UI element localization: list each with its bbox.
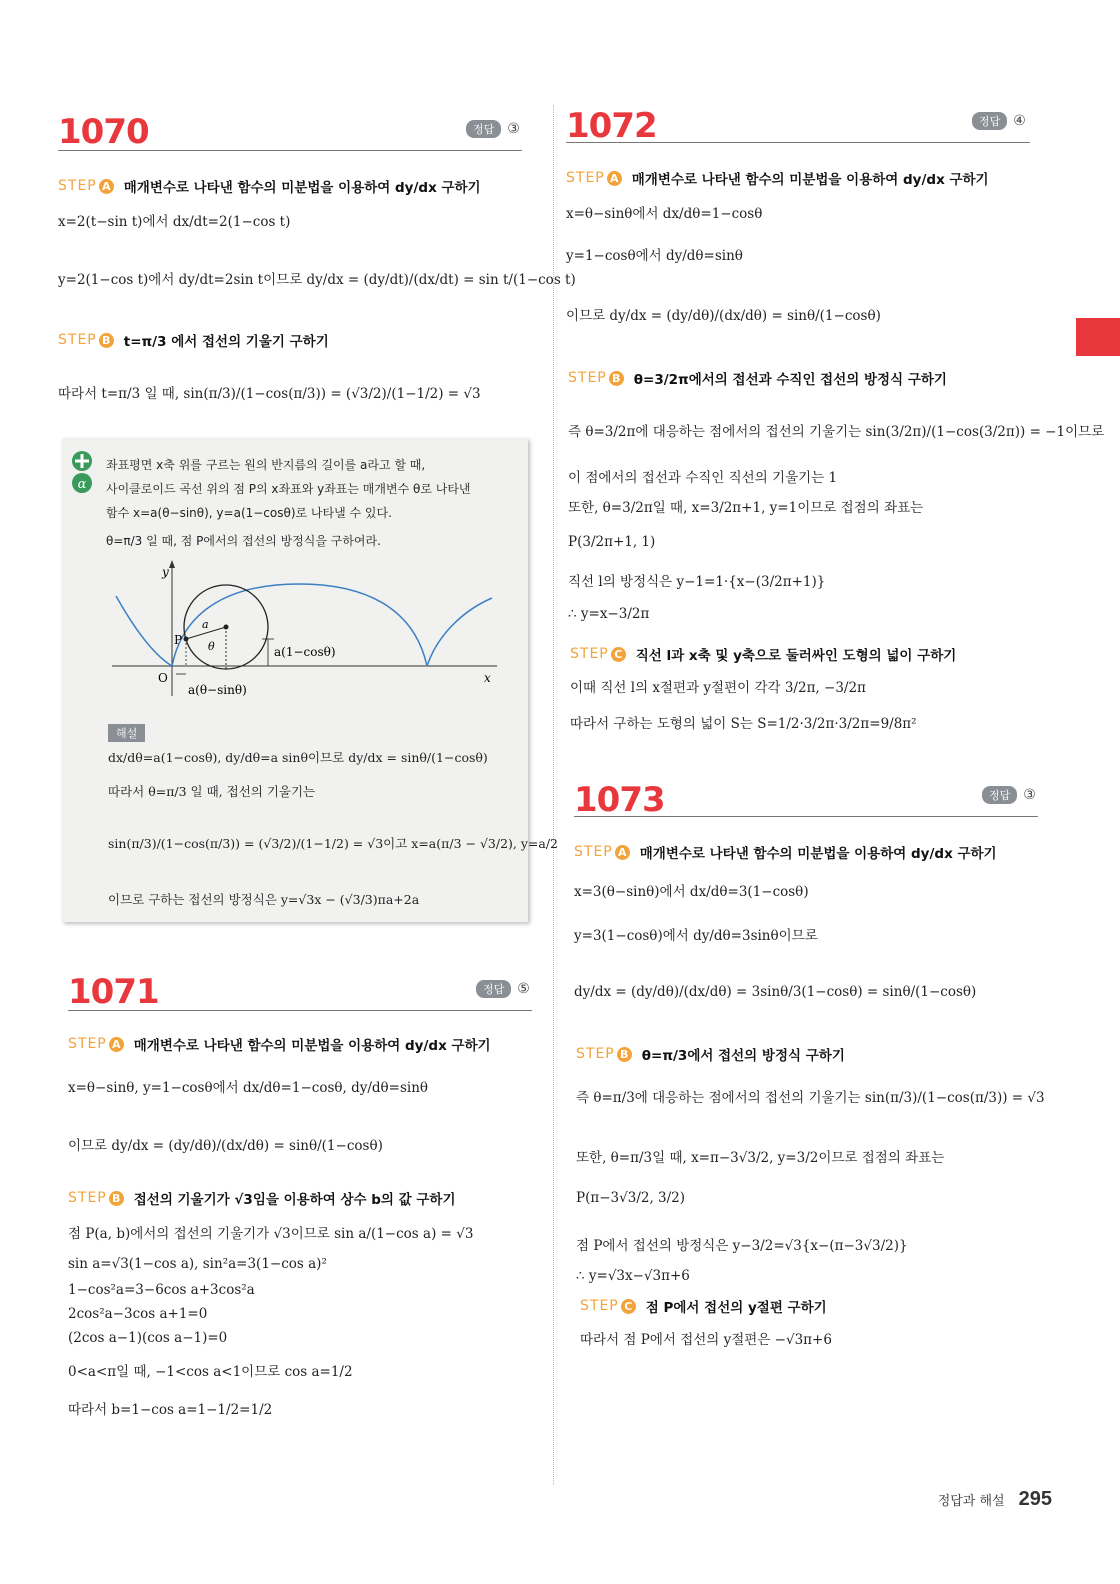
step-b-heading <box>568 368 947 388</box>
box-equation: sin(π/3)/(1−cos(π/3)) = (√3/2)/(1−1/2) = √3이고 x=a(π/3 − √3/2), y=a/2 <box>108 836 558 851</box>
step-title: 직선 l과 x축 및 y축으로 둘러싸인 도형의 넓이 구하기 <box>635 648 957 664</box>
step-letter: A <box>607 171 622 186</box>
step-title: 매개변수로 나타낸 함수의 미분법을 이용하여 dy/dx 구하기 <box>631 172 989 188</box>
step-letter: C <box>621 1299 636 1314</box>
step-label: STEP <box>574 844 613 860</box>
step-letter: B <box>109 1191 124 1206</box>
step-title: 매개변수로 나타낸 함수의 미분법을 이용하여 dy/dx 구하기 <box>639 846 997 862</box>
step-letter: A <box>99 179 114 194</box>
step-a-heading <box>58 176 481 196</box>
answer-tag: 정답 <box>972 112 1007 130</box>
step-c-heading <box>570 644 956 664</box>
equation-line: 이때 직선 l의 x절편과 y절편이 각각 3/2π, −3/2π <box>570 680 866 696</box>
equation-line: 또한, θ=π/3일 때, x=π−3√3/2, y=3/2이므로 접점의 좌표는 <box>576 1150 945 1166</box>
answer-badge <box>982 786 1036 804</box>
equation-line: dy/dx = (dy/dθ)/(dx/dθ) = 3sinθ/3(1−cosθ) = sinθ/(1−cosθ) <box>574 984 977 1000</box>
column-divider <box>553 105 554 1485</box>
origin-label: O <box>158 671 168 685</box>
step-label: STEP <box>58 178 97 194</box>
point-p-label: P <box>174 633 183 647</box>
step-b-heading <box>68 1188 456 1208</box>
equation-line: 이 점에서의 접선과 수직인 직선의 기울기는 1 <box>568 470 838 486</box>
equation-line: x=3(θ−sinθ)에서 dx/dθ=3(1−cosθ) <box>574 884 809 900</box>
radius-label: a <box>202 618 209 631</box>
equation-line: 0<a<π일 때, −1<cos a<1이므로 cos a=1/2 <box>68 1364 353 1380</box>
step-title: 접선의 기울기가 √3임을 이용하여 상수 b의 값 구하기 <box>133 1192 456 1208</box>
chapter-side-tab <box>1076 318 1120 356</box>
equation-line: 점 P에서 접선의 방정식은 y−3/2=√3{x−(π−3√3/2)} <box>576 1238 908 1254</box>
extra-concept-box <box>62 438 558 922</box>
step-title: θ=π/3에서 접선의 방정식 구하기 <box>641 1048 845 1064</box>
page-number: 295 <box>1018 1488 1052 1510</box>
equation-line: 즉 θ=3/2π에 대응하는 점에서의 접선의 기울기는 sin(3/2π)/(1−cos(3/2π)) = −1이므로 <box>568 424 1105 440</box>
step-letter: B <box>617 1047 632 1062</box>
step-b-heading <box>58 330 329 350</box>
step-title: 점 P에서 접선의 y절편 구하기 <box>645 1300 827 1316</box>
answer-badge <box>476 980 530 998</box>
answer-badge <box>466 120 520 138</box>
equation-line: 이므로 dy/dx = (dy/dθ)/(dx/dθ) = sinθ/(1−cosθ) <box>68 1138 383 1154</box>
problem-number: 1073 <box>574 780 665 820</box>
answer-badge <box>972 112 1026 130</box>
step-label: STEP <box>566 170 605 186</box>
step-label: STEP <box>580 1298 619 1314</box>
step-letter: B <box>609 371 624 386</box>
step-title: 매개변수로 나타낸 함수의 미분법을 이용하여 dy/dx 구하기 <box>133 1038 491 1054</box>
equation-line: 또한, θ=3/2π일 때, x=3/2π+1, y=1이므로 접점의 좌표는 <box>568 500 924 516</box>
box-text: 좌표평면 x축 위를 구르는 원의 반지름의 길이를 a라고 할 때, <box>106 458 426 472</box>
equation-line: y=3(1−cosθ)에서 dy/dθ=3sinθ이므로 <box>574 928 818 944</box>
box-equation: 따라서 θ=π/3 일 때, 접선의 기울기는 <box>108 784 316 799</box>
answer-value: ③ <box>507 121 520 137</box>
step-a-heading <box>68 1034 491 1054</box>
step-letter: A <box>109 1037 124 1052</box>
box-equation: 이므로 구하는 접선의 방정식은 y=√3x − (√3/3)πa+2a <box>108 892 420 907</box>
answer-tag: 정답 <box>466 120 501 138</box>
equation-line: ∴ y=x−3/2π <box>568 606 650 622</box>
answer-tag: 정답 <box>476 980 511 998</box>
divider-line <box>68 1010 532 1011</box>
divider-line <box>574 816 1038 817</box>
equation-line: 따라서 구하는 도형의 넓이 S는 S=1/2·3/2π·3/2π=9/8π² <box>570 716 917 732</box>
equation-line: 즉 θ=π/3에 대응하는 점에서의 접선의 기울기는 sin(π/3)/(1−cos(π/3)) = √3 <box>576 1090 1045 1106</box>
page-footer <box>938 1488 1052 1511</box>
step-title: 매개변수로 나타낸 함수의 미분법을 이용하여 dy/dx 구하기 <box>123 180 481 196</box>
y-axis-label: y <box>162 565 169 579</box>
equation-line: 점 P(a, b)에서의 접선의 기울기가 √3이므로 sin a/(1−cos a) = √3 <box>68 1226 474 1242</box>
equation-line: sin a=√3(1−cos a), sin²a=3(1−cos a)² <box>68 1256 327 1272</box>
step-label: STEP <box>68 1036 107 1052</box>
step-letter: A <box>615 845 630 860</box>
equation-line: 2cos²a−3cos a+1=0 <box>68 1306 208 1322</box>
equation-line: 이므로 dy/dx = (dy/dθ)/(dx/dθ) = sinθ/(1−cosθ) <box>566 308 881 324</box>
step-title: θ=3/2π에서의 접선과 수직인 접선의 방정식 구하기 <box>633 372 947 388</box>
problem-number: 1071 <box>68 972 159 1012</box>
equation-line: 따라서 점 P에서 접선의 y절편은 −√3π+6 <box>580 1332 832 1348</box>
step-a-heading <box>566 168 989 188</box>
equation-line: 1−cos²a=3−6cos a+3cos²a <box>68 1282 255 1298</box>
solution-tag: 해설 <box>108 724 145 742</box>
divider-line <box>566 142 1030 143</box>
box-text: θ=π/3 일 때, 점 P에서의 접선의 방정식을 구하여라. <box>106 534 381 548</box>
step-label: STEP <box>568 370 607 386</box>
step-letter: C <box>611 647 626 662</box>
step-label: STEP <box>68 1190 107 1206</box>
equation-line: ∴ y=√3x−√3π+6 <box>576 1268 690 1284</box>
equation-line: 따라서 t=π/3 일 때, sin(π/3)/(1−cos(π/3)) = (√3/2)/(1−1/2) = √3 <box>58 386 481 402</box>
x-axis-label: x <box>484 671 491 685</box>
answer-value: ④ <box>1013 113 1026 129</box>
equation-line: x=2(t−sin t)에서 dx/dt=2(1−cos t) <box>58 214 291 230</box>
equation-line: 직선 l의 방정식은 y−1=1·{x−(3/2π+1)} <box>568 574 826 590</box>
box-text: 함수 x=a(θ−sinθ), y=a(1−cosθ)로 나타낼 수 있다. <box>106 506 392 520</box>
step-letter: B <box>99 333 114 348</box>
equation-line: x=θ−sinθ에서 dx/dθ=1−cosθ <box>566 206 763 222</box>
cycloid-figure <box>102 556 502 706</box>
equation-line: P(3/2π+1, 1) <box>568 534 656 550</box>
height-label: a(1−cosθ) <box>274 645 336 659</box>
equation-line: x=θ−sinθ, y=1−cosθ에서 dx/dθ=1−cosθ, dy/dθ=sinθ <box>68 1080 429 1096</box>
answer-value: ⑤ <box>517 981 530 997</box>
divider-line <box>58 150 522 151</box>
answer-value: ③ <box>1023 787 1036 803</box>
equation-line: y=2(1−cos t)에서 dy/dt=2sin t이므로 dy/dx = (dy/dt)/(dx/dt) = sin t/(1−cos t) <box>58 272 576 288</box>
footer-label: 정답과 해설 <box>937 1494 1005 1509</box>
base-label: a(θ−sinθ) <box>188 683 247 697</box>
step-label: STEP <box>576 1046 615 1062</box>
svg-text:α: α <box>77 477 87 492</box>
step-label: STEP <box>570 646 609 662</box>
problem-number: 1072 <box>566 106 657 146</box>
step-a-heading <box>574 842 997 862</box>
step-title: t=π/3 에서 접선의 기울기 구하기 <box>123 334 329 350</box>
answer-tag: 정답 <box>982 786 1017 804</box>
box-equation: dx/dθ=a(1−cosθ), dy/dθ=a sinθ이므로 dy/dx = sinθ/(1−cosθ) <box>108 750 488 765</box>
problem-number: 1070 <box>58 112 149 152</box>
equation-line: (2cos a−1)(cos a−1)=0 <box>68 1330 228 1346</box>
step-b-heading <box>576 1044 845 1064</box>
equation-line: P(π−3√3/2, 3/2) <box>576 1190 686 1206</box>
plus-alpha-icon <box>70 450 94 496</box>
step-c-heading <box>580 1296 827 1316</box>
box-text: 사이클로이드 곡선 위의 점 P의 x좌표와 y좌표는 매개변수 θ로 나타낸 <box>106 482 471 496</box>
step-label: STEP <box>58 332 97 348</box>
equation-line: 따라서 b=1−cos a=1−1/2=1/2 <box>68 1402 273 1418</box>
angle-label: θ <box>208 640 215 653</box>
equation-line: y=1−cosθ에서 dy/dθ=sinθ <box>566 248 743 264</box>
